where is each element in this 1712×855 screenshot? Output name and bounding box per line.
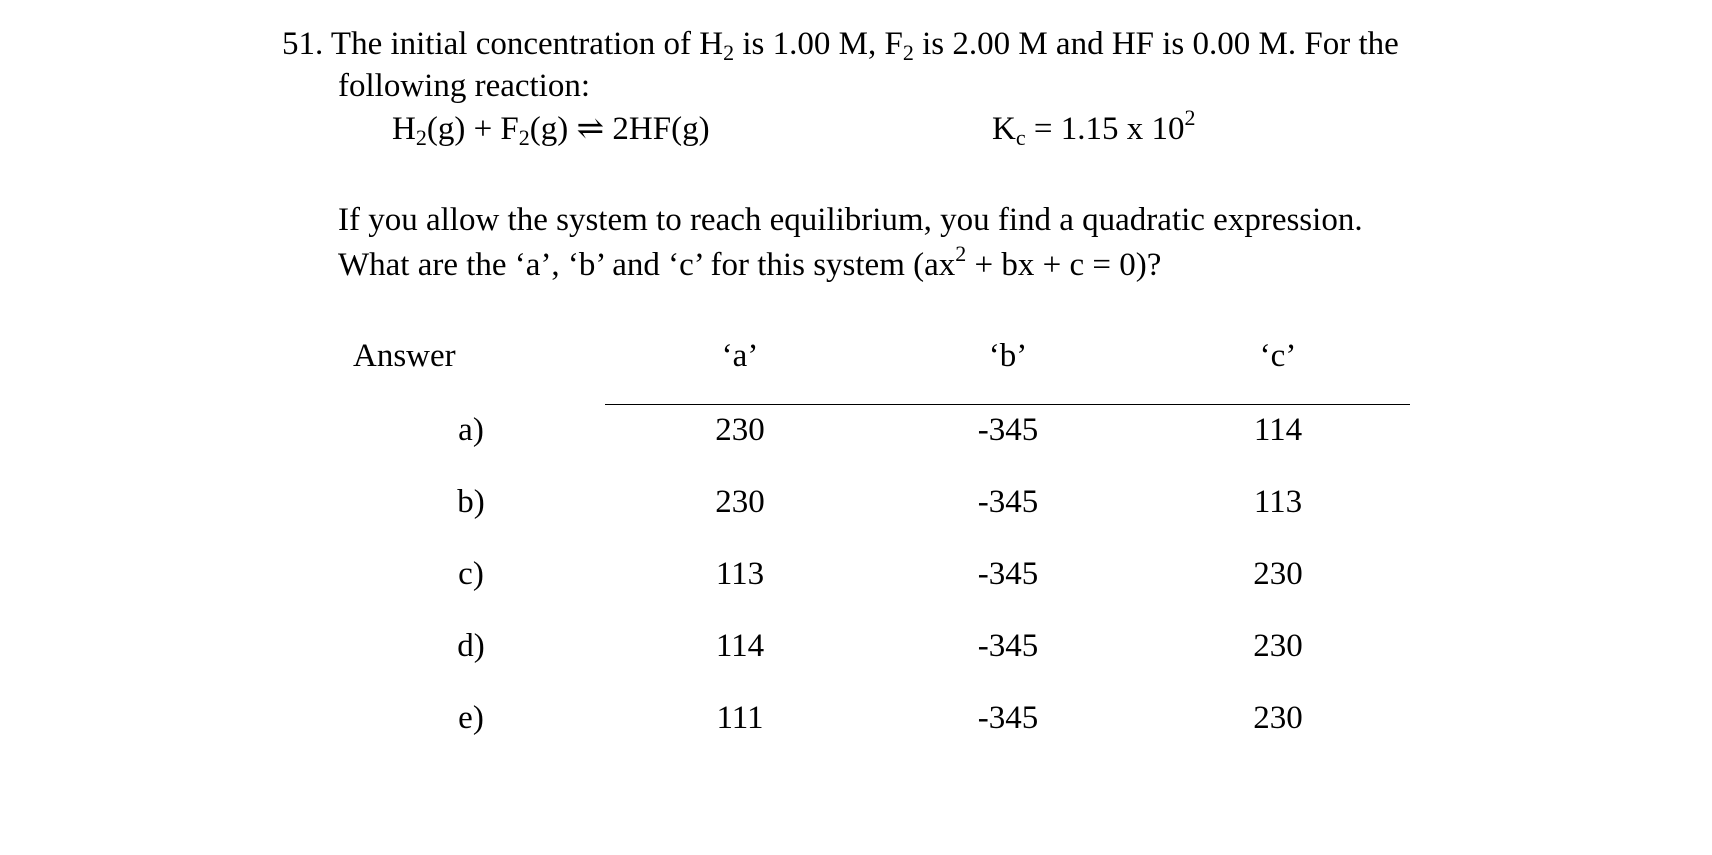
kc-value: = 1.15 x 10 (1025, 111, 1185, 147)
question-line-1 (282, 24, 1399, 64)
reaction-equation (392, 109, 710, 149)
value-c: 230 (1253, 556, 1303, 592)
row-label: b) (457, 484, 485, 520)
header-answer: Answer (353, 338, 456, 374)
reaction-part: (g) + F (426, 111, 519, 147)
question-line-3: If you allow the system to reach equilibrium, you find a quadratic expression. (338, 202, 1363, 238)
superscript: 2 (1184, 105, 1196, 130)
question-text-4b: + bx + c = 0)? (966, 247, 1162, 283)
header-a: ‘a’ (721, 338, 759, 374)
value-a: 230 (715, 484, 765, 520)
subscript: c (1015, 125, 1026, 150)
subscript: 2 (723, 40, 735, 65)
value-a: 111 (716, 700, 764, 736)
row-label: c) (458, 556, 484, 592)
row-label: e) (458, 700, 484, 736)
row-label: a) (458, 412, 484, 448)
value-b: -345 (977, 484, 1039, 520)
question-text-1b: is 1.00 M, F (734, 26, 903, 62)
value-c: 230 (1253, 628, 1303, 664)
subscript: 2 (415, 125, 427, 150)
value-a: 114 (715, 628, 765, 664)
question-text-1c: is 2.00 M and HF is 0.00 M. For the (913, 26, 1399, 62)
value-b: -345 (977, 700, 1039, 736)
equilibrium-constant (992, 105, 1196, 150)
value-b: -345 (977, 556, 1039, 592)
value-b: -345 (977, 412, 1039, 448)
value-c: 113 (1253, 484, 1303, 520)
header-divider (605, 404, 1410, 405)
header-b: ‘b’ (988, 338, 1028, 374)
question-line-4 (338, 241, 1162, 285)
value-b: -345 (977, 628, 1039, 664)
question-number: 51. (282, 26, 324, 62)
value-a: 113 (715, 556, 765, 592)
question-text-1a: The initial concentration of H (330, 26, 724, 62)
question-line-2: following reaction: (338, 68, 591, 104)
subscript: 2 (518, 125, 530, 150)
header-c: ‘c’ (1259, 338, 1297, 374)
superscript: 2 (955, 241, 967, 266)
question-text-4a: What are the ‘a’, ‘b’ and ‘c’ for this system (ax (338, 247, 956, 283)
reaction-part: (g) ⇌ 2HF(g) (529, 111, 710, 147)
row-label: d) (457, 628, 485, 664)
value-c: 114 (1253, 412, 1303, 448)
kc-symbol: K (992, 111, 1016, 147)
value-c: 230 (1253, 700, 1303, 736)
reaction-part: H (392, 111, 416, 147)
value-a: 230 (715, 412, 765, 448)
subscript: 2 (902, 40, 914, 65)
